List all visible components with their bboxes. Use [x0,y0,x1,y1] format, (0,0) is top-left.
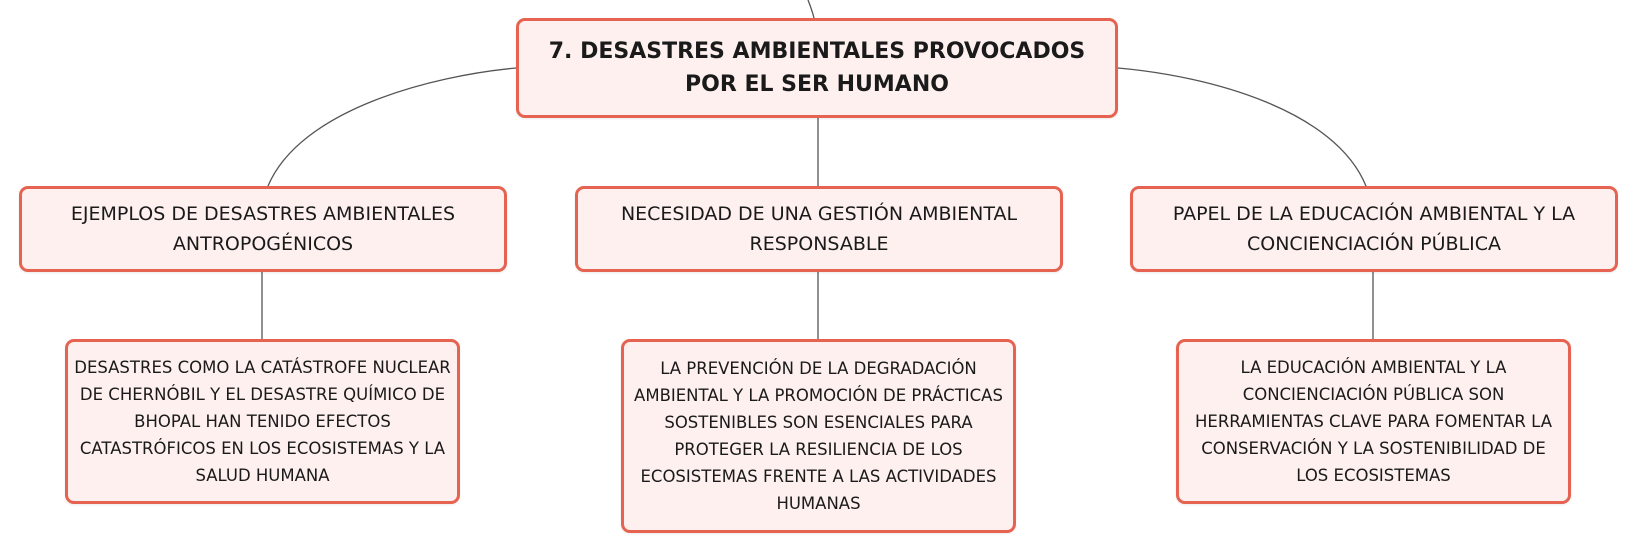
root-topic-node[interactable] [516,18,1118,118]
branch-node-ejemplos[interactable] [19,186,507,272]
branch-label-gestion: NECESIDAD DE UNA GESTIÓN AMBIENTAL RESPONSABLE [620,203,1018,255]
detail-node-educacion[interactable] [1176,339,1571,504]
detail-node-gestion[interactable] [621,339,1016,533]
connector-root-to-branch-3 [1118,68,1366,186]
connector-parent-to-root [808,0,814,18]
branch-node-educacion[interactable] [1130,186,1618,272]
detail-node-ejemplos[interactable] [65,339,460,504]
root-topic-label: 7. DESASTRES AMBIENTALES PROVOCADOS POR EL SER HUMANO [548,39,1086,97]
detail-text-ejemplos: DESASTRES COMO LA CATÁSTROFE NUCLEAR DE CHERNÓBIL Y EL DESASTRE QUÍMICO DE BHOPAL HAN TENIDO EFECTOS CATASTRÓFICOS EN LOS ECOSISTEMAS Y LA SALUD HUMANA [74,358,451,485]
detail-text-gestion: LA PREVENCIÓN DE LA DEGRADACIÓN AMBIENTAL Y LA PROMOCIÓN DE PRÁCTICAS SOSTENIBLES SON ESENCIALES PARA PROTEGER LA RESILIENCIA DE LOS ECOSISTEMAS FRENTE A LAS ACTIVIDADES HUMANAS [634,359,1003,513]
branch-label-educacion: PAPEL DE LA EDUCACIÓN AMBIENTAL Y LA CONCIENCIACIÓN PÚBLICA [1172,203,1576,255]
branch-label-ejemplos: EJEMPLOS DE DESASTRES AMBIENTALES ANTROPOGÉNICOS [70,203,456,255]
branch-node-gestion[interactable] [575,186,1063,272]
connector-root-to-branch-1 [268,68,516,186]
detail-text-educacion: LA EDUCACIÓN AMBIENTAL Y LA CONCIENCIACIÓN PÚBLICA SON HERRAMIENTAS CLAVE PARA FOMENTAR LA CONSERVACIÓN Y LA SOSTENIBILIDAD DE LOS ECOSISTEMAS [1195,358,1552,485]
